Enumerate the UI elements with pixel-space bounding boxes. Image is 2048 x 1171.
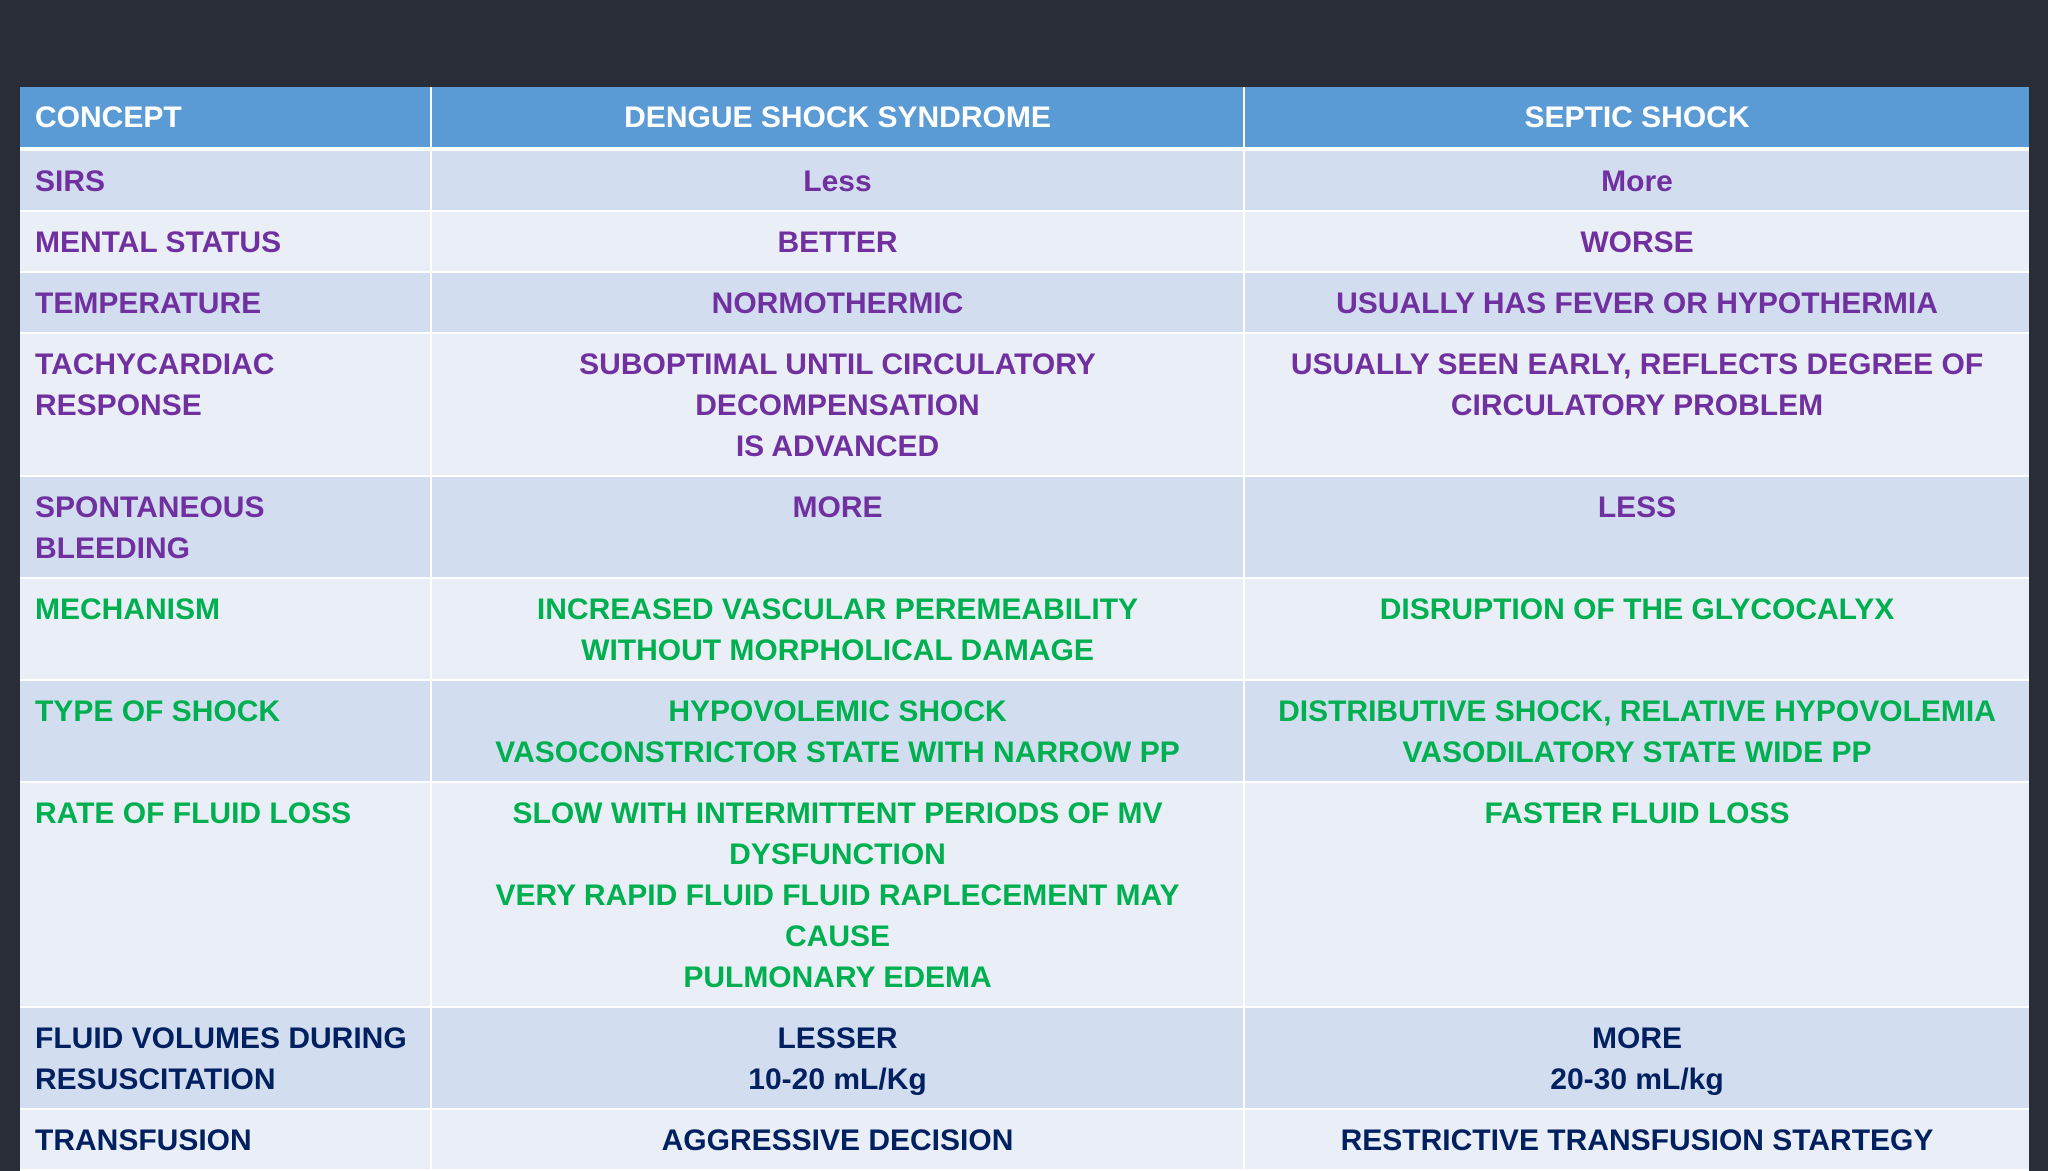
cell-line: PULMONARY EDEMA [683,961,992,994]
cell-line: WITHOUT MORPHOLICAL DAMAGE [581,634,1094,667]
cell-line: WORSE [1580,226,1694,259]
cell-line: RESTRICTIVE TRANSFUSION STARTEGY [1340,1124,1934,1157]
dengue-cell [431,1109,1244,1170]
table-row [20,1007,2029,1109]
dengue-cell [431,1007,1244,1109]
dengue-cell [431,782,1244,1007]
cell-line: CIRCULATORY PROBLEM [1450,389,1824,422]
dengue-cell [431,149,1244,211]
septic-cell [1244,272,2029,333]
cell-line: RESUSCITATION [35,1063,276,1096]
cell-line: LESSER [777,1022,898,1055]
cell-line: BETTER [777,226,898,259]
header-row [20,87,2029,149]
header-septic-shock: SEPTIC SHOCK [1244,87,2029,149]
septic-cell [1244,333,2029,476]
cell-line: MORE [792,491,883,524]
cell-line: DISRUPTION OF THE GLYCOCALYX [1379,593,1895,626]
septic-cell [1244,211,2029,272]
header-concept: CONCEPT [20,87,431,149]
table-row [20,149,2029,211]
concept-cell [20,476,431,578]
cell-line: USUALLY HAS FEVER OR HYPOTHERMIA [1336,287,1938,320]
dengue-cell [431,680,1244,782]
dengue-cell [431,272,1244,333]
table-row [20,578,2029,680]
cell-line: SIRS [35,165,106,198]
cell-line: FLUID VOLUMES DURING [35,1022,407,1055]
concept-cell [20,680,431,782]
concept-cell [20,333,431,476]
cell-line: DYSFUNCTION [729,838,946,871]
cell-line: VASODILATORY STATE WIDE PP [1402,736,1872,769]
comparison-table-container [20,87,2029,1171]
table-row [20,333,2029,476]
septic-cell [1244,1109,2029,1170]
concept-cell [20,1007,431,1109]
septic-cell [1244,1007,2029,1109]
cell-line: TRANSFUSION [35,1124,252,1157]
concept-cell [20,782,431,1007]
dengue-cell [431,476,1244,578]
cell-line: FASTER FLUID LOSS [1484,797,1790,830]
cell-line: USUALLY SEEN EARLY, REFLECTS DEGREE OF [1290,348,1984,381]
cell-line: HYPOVOLEMIC SHOCK [668,695,1007,728]
table-row [20,211,2029,272]
table-row [20,782,2029,1007]
dengue-cell [431,211,1244,272]
septic-cell [1244,680,2029,782]
cell-line: RATE OF FLUID LOSS [35,797,352,830]
cell-line: VERY RAPID FLUID FLUID RAPLECEMENT MAY CAUSE [495,879,1180,953]
table-row [20,680,2029,782]
cell-line: TEMPERATURE [35,287,262,320]
cell-line: SLOW WITH INTERMITTENT PERIODS OF MV [512,797,1163,830]
dengue-cell [431,578,1244,680]
cell-line: VASOCONSTRICTOR STATE WITH NARROW PP [495,736,1180,769]
cell-line: Less [803,165,872,198]
cell-line: NORMOTHERMIC [711,287,964,320]
cell-line: BLEEDING [35,532,191,565]
septic-cell [1244,578,2029,680]
cell-line: 20-30 mL/kg [1550,1063,1724,1096]
table-row [20,1109,2029,1170]
septic-cell [1244,782,2029,1007]
header-dengue-shock-syndrome: DENGUE SHOCK SYNDROME [431,87,1244,149]
cell-line: More [1601,165,1673,198]
cell-line: SPONTANEOUS [35,491,265,524]
cell-line: DISTRIBUTIVE SHOCK, RELATIVE HYPOVOLEMIA [1278,695,1996,728]
cell-line: SUBOPTIMAL UNTIL CIRCULATORY DECOMPENSATION [579,348,1096,422]
cell-line: AGGRESSIVE DECISION [661,1124,1014,1157]
concept-cell [20,149,431,211]
comparison-table [20,87,2029,1171]
concept-cell [20,578,431,680]
septic-cell [1244,476,2029,578]
dengue-cell [431,333,1244,476]
concept-cell [20,211,431,272]
cell-line: INCREASED VASCULAR PEREMEABILITY [536,593,1139,626]
table-row [20,272,2029,333]
septic-cell [1244,149,2029,211]
cell-line: MENTAL STATUS [35,226,282,259]
cell-line: LESS [1597,491,1677,524]
cell-line: IS ADVANCED [735,430,940,463]
cell-line: TACHYCARDIAC RESPONSE [35,348,275,422]
cell-line: 10-20 mL/Kg [748,1063,927,1096]
cell-line: MORE [1592,1022,1682,1055]
table-row [20,476,2029,578]
cell-line: TYPE OF SHOCK [35,695,281,728]
concept-cell [20,1109,431,1170]
concept-cell [20,272,431,333]
cell-line: MECHANISM [35,593,220,626]
